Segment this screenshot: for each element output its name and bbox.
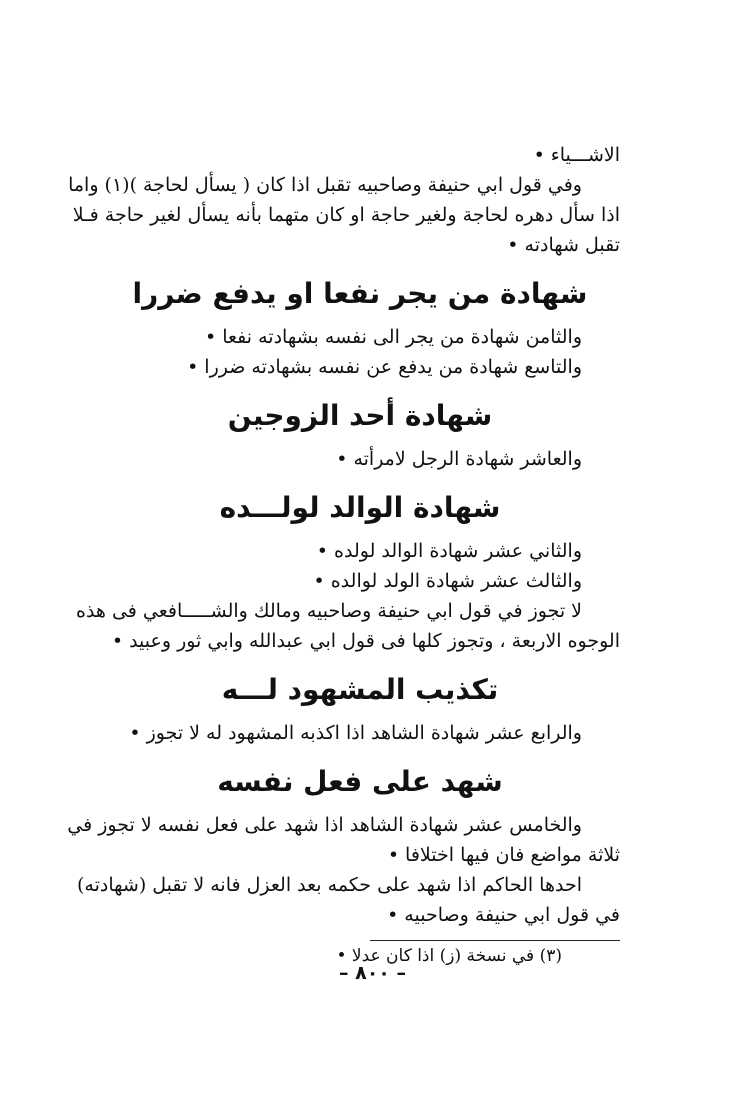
document-page [67, 140, 620, 969]
section-heading: شهادة أحد الزوجين [227, 399, 493, 432]
text-line: تقبل شهادته • [507, 234, 620, 256]
text-line: الاشـــياء • [533, 144, 620, 166]
text-line: ثلاثة مواضع فان فيها اختلافا • [387, 844, 620, 866]
text-line: والثاني عشر شهادة الوالد لولده • [316, 540, 582, 562]
section-heading: تكذيب المشهود لـــه [221, 673, 499, 706]
text-line: والرابع عشر شهادة الشاهد اذا اكذبه المشهود له لا تجوز • [129, 722, 582, 744]
text-line: لا تجوز في قول ابي حنيفة وصاحبيه ومالك والشـــــافعي فى هذه [75, 600, 582, 622]
section-heading: شهادة من يجر نفعا او يدفع ضررا [132, 277, 588, 310]
text-line: وفي قول ابي حنيفة وصاحبيه تقبل اذا كان ( يسأل لحاجة )(١) واما [68, 174, 582, 196]
footnote-divider [370, 940, 620, 941]
text-line: اذا سأل دهره لحاجة ولغير حاجة او كان متهما بأنه يسأل لغير حاجة فـلا [72, 204, 620, 226]
text-line: والعاشر شهادة الرجل لامرأته • [336, 448, 582, 470]
text-line: والخامس عشر شهادة الشاهد اذا شهد على فعل نفسه لا تجوز في [67, 814, 582, 836]
section-heading: شهادة الوالد لولـــده [219, 491, 501, 524]
text-line: الوجوه الاربعة ، وتجوز كلها فى قول ابي عبدالله وابي ثور وعبيد • [111, 630, 620, 652]
text-line: احدها الحاكم اذا شهد على حكمه بعد العزل فانه لا تقبل (شهادته) [77, 874, 582, 896]
section-heading: شهد على فعل نفسه [217, 765, 503, 798]
page-number: – ٨٠٠ – [338, 962, 407, 984]
text-line: في قول ابي حنيفة وصاحبيه • [387, 904, 620, 926]
text-line: والثامن شهادة من يجر الى نفسه بشهادته نفعا • [204, 326, 582, 348]
text-line: والثالث عشر شهادة الولد لوالده • [313, 570, 582, 592]
footnote: (٣) في نسخة (ز) اذا كان عدلا • [336, 946, 562, 966]
text-line: والتاسع شهادة من يدفع عن نفسه بشهادته ضررا • [187, 356, 582, 378]
